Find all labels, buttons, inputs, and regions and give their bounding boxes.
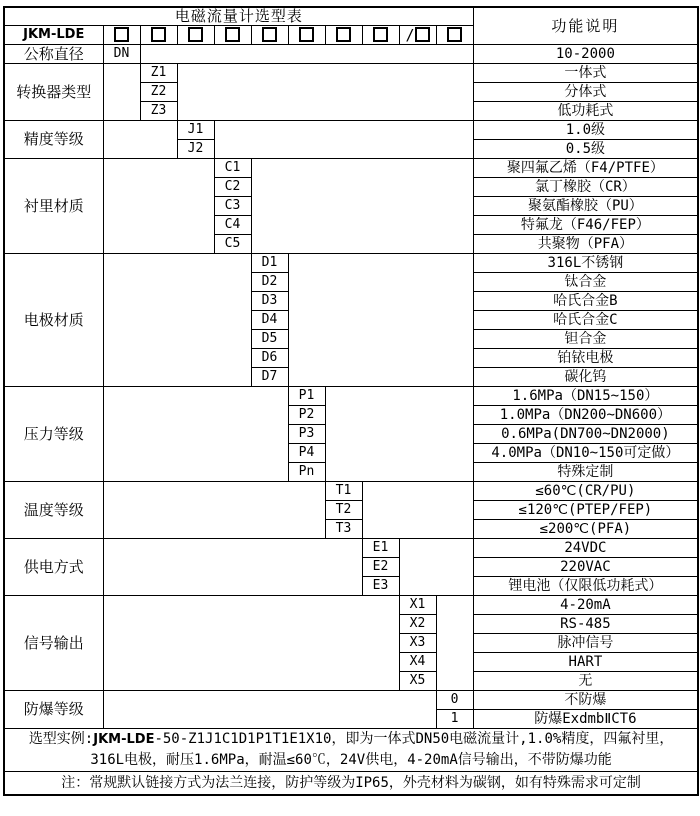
code-cell-C3: C3 [214,197,251,216]
desc-cell: 4.0MPa（DN10~150可定做） [473,444,698,463]
section-label-pressure-rating: 压力等级 [4,387,103,482]
desc-cell: 聚四氟乙烯（F4/PTFE） [473,159,698,178]
empty-cell [288,254,473,387]
desc-cell: 特氟龙（F46/FEP） [473,216,698,235]
desc-cell: 一体式 [473,64,698,83]
desc-cell: 低功耗式 [473,102,698,121]
checkbox-icon [188,27,203,42]
desc-cell: 哈氏合金B [473,292,698,311]
desc-cell: 24VDC [473,539,698,558]
example-line1 [5,729,697,750]
desc-cell: 钽合金 [473,330,698,349]
desc-cell: 1.0MPa（DN200~DN600） [473,406,698,425]
code-cell-0: 0 [436,691,473,710]
model-code-cell [103,26,140,45]
model-code-cell [214,26,251,45]
desc-cell: 0.5级 [473,140,698,159]
checkbox-icon [262,27,277,42]
desc-cell: HART [473,653,698,672]
code-cell-Z1: Z1 [140,64,177,83]
section-label-lining-material: 衬里材质 [4,159,103,254]
slash-mark: / [405,25,415,44]
checkbox-icon [336,27,351,42]
empty-cell [103,691,436,729]
empty-cell [103,387,288,482]
selection-table-body [4,7,698,729]
code-cell-D4: D4 [251,311,288,330]
table-row [4,45,698,64]
empty-cell [103,539,362,596]
model-code-cell [325,26,362,45]
code-cell-E2: E2 [362,558,399,577]
code-cell-E1: E1 [362,539,399,558]
empty-cell [362,482,473,539]
code-cell-X4: X4 [399,653,436,672]
desc-cell: 防爆ExdmbⅡCT6 [473,710,698,729]
table-row [4,64,698,83]
section-label-electrode-material: 电极材质 [4,254,103,387]
model-code-cell [251,26,288,45]
table-title: 电磁流量计选型表 [174,7,303,25]
code-cell-P3: P3 [288,425,325,444]
empty-cell [177,64,473,121]
desc-cell: 聚氨酯橡胶（PU） [473,197,698,216]
empty-cell [103,596,399,691]
code-cell-X2: X2 [399,615,436,634]
empty-cell [325,387,473,482]
code-cell-D2: D2 [251,273,288,292]
code-cell-C1: C1 [214,159,251,178]
code-cell-T2: T2 [325,501,362,520]
table-row [4,539,698,558]
checkbox-icon [225,27,240,42]
desc-cell: 氯丁橡胶（CR） [473,178,698,197]
desc-cell: 分体式 [473,83,698,102]
code-cell-P2: P2 [288,406,325,425]
code-cell-Pn: Pn [288,463,325,482]
model-label: JKM-LDE [4,26,103,45]
flowmeter-selection-table [3,6,699,796]
checkbox-icon [151,27,166,42]
desc-cell: RS-485 [473,615,698,634]
title-row [4,7,698,26]
empty-cell [214,121,473,159]
code-cell-J1: J1 [177,121,214,140]
empty-cell [103,482,325,539]
model-code-cell [399,26,436,45]
code-cell-D6: D6 [251,349,288,368]
code-cell-1: 1 [436,710,473,729]
code-cell-T1: T1 [325,482,362,501]
table-row [4,691,698,710]
example-row [4,729,698,772]
code-cell-X5: X5 [399,672,436,691]
code-cell-D1: D1 [251,254,288,273]
code-cell-E3: E3 [362,577,399,596]
selection-example [4,729,698,772]
table-row [4,159,698,178]
code-cell-Z2: Z2 [140,83,177,102]
function-header: 功能说明 [473,7,698,45]
model-code-cell [362,26,399,45]
desc-cell: 共聚物（PFA） [473,235,698,254]
code-cell-J2: J2 [177,140,214,159]
empty-cell [251,159,473,254]
section-label-accuracy-class: 精度等级 [4,121,103,159]
table-row [4,254,698,273]
desc-cell: 特殊定制 [473,463,698,482]
code-cell-P4: P4 [288,444,325,463]
desc-cell: 220VAC [473,558,698,577]
code-cell-P1: P1 [288,387,325,406]
model-code-cell [177,26,214,45]
note-row [4,772,698,796]
empty-cell [140,45,473,64]
desc-cell: 4-20mA [473,596,698,615]
desc-cell: ≤120℃(PTEP/FEP) [473,501,698,520]
section-label-temperature-rating: 温度等级 [4,482,103,539]
table-title-cell [4,7,473,26]
example-model: JKM-LDE [93,732,155,748]
table-row [4,596,698,615]
example-prefix: 选型实例: [28,731,94,748]
table-row [4,387,698,406]
checkbox-icon [373,27,388,42]
desc-cell: ≤200℃(PFA) [473,520,698,539]
empty-cell [436,596,473,691]
desc-cell: 1.0级 [473,121,698,140]
code-cell-D7: D7 [251,368,288,387]
desc-cell: 10-2000 [473,45,698,64]
code-cell-D3: D3 [251,292,288,311]
code-cell-D5: D5 [251,330,288,349]
empty-cell [103,64,140,121]
checkbox-icon [299,27,314,42]
desc-cell: 0.6MPa(DN700~DN2000) [473,425,698,444]
desc-cell: 锂电池（仅限低功耗式） [473,577,698,596]
desc-cell: 无 [473,672,698,691]
empty-cell [103,254,251,387]
model-code-cell [436,26,473,45]
section-label-converter-type: 转换器类型 [4,64,103,121]
desc-cell: ≤60℃(CR/PU) [473,482,698,501]
desc-cell: 不防爆 [473,691,698,710]
empty-cell [399,539,473,596]
desc-cell: 哈氏合金C [473,311,698,330]
table-row [4,121,698,140]
desc-cell: 铂铱电极 [473,349,698,368]
code-cell-T3: T3 [325,520,362,539]
code-cell-X3: X3 [399,634,436,653]
section-label-power-supply: 供电方式 [4,539,103,596]
example-line2: 316L电极，耐压1.6MPa，耐温≤60℃，24V供电，4-20mA信号输出，不带防爆功能 [90,752,612,769]
section-label-diameter: 公称直径 [4,45,103,64]
example-code-rest: -50-Z1J1C1D1P1T1E1X10，即为一体式DN50电磁流量计,1.0%精度，四氟衬里， [154,731,674,748]
desc-cell: 脉冲信号 [473,634,698,653]
section-label-signal-output: 信号输出 [4,596,103,691]
empty-cell [103,121,177,159]
code-cell-C5: C5 [214,235,251,254]
code-cell-C4: C4 [214,216,251,235]
code-cell-X1: X1 [399,596,436,615]
code-cell-C2: C2 [214,178,251,197]
model-code-cell [140,26,177,45]
desc-cell: 钛合金 [473,273,698,292]
selection-note: 注：常规默认链接方式为法兰连接，防护等级为IP65，外壳材料为碳钢，如有特殊需求可定制 [4,772,698,796]
selection-table-footer [4,729,698,796]
code-cell-Z3: Z3 [140,102,177,121]
section-label-explosion-proof: 防爆等级 [4,691,103,729]
code-cell-DN: DN [103,45,140,64]
model-code-cell [288,26,325,45]
checkbox-icon [114,27,129,42]
checkbox-icon [447,27,462,42]
empty-cell [103,159,214,254]
table-row [4,482,698,501]
desc-cell: 316L不锈钢 [473,254,698,273]
checkbox-icon [415,27,430,42]
desc-cell: 1.6MPa（DN15~150） [473,387,698,406]
desc-cell: 碳化钨 [473,368,698,387]
